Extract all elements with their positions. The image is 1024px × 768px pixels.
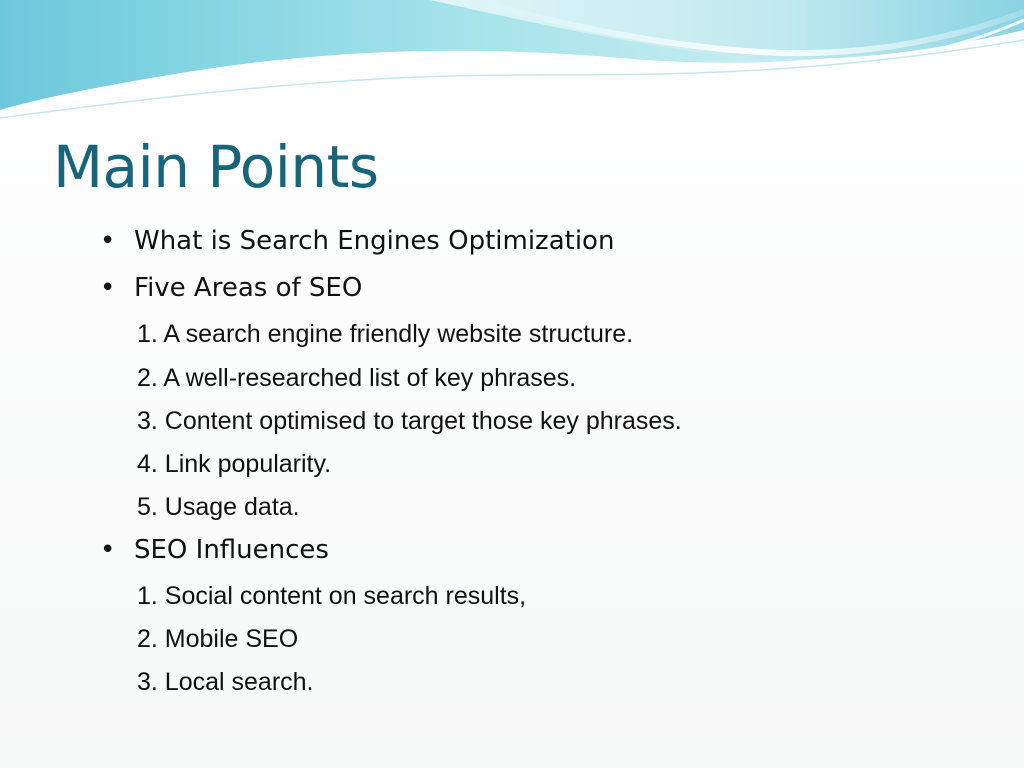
bullet-marker: • <box>100 273 116 303</box>
five-areas-item: 1. A search engine friendly website structure. <box>137 320 634 348</box>
five-areas-item: 2. A well-researched list of key phrases. <box>137 364 577 392</box>
bullet-item <box>100 224 614 258</box>
bullet-marker: • <box>100 535 116 565</box>
influences-item: 3. Local search. <box>137 668 314 696</box>
five-areas-item: 4. Link popularity. <box>137 450 332 478</box>
influences-item: 1. Social content on search results, <box>137 582 527 610</box>
slide-title: Main Points <box>53 133 379 201</box>
bullet-item <box>100 271 362 305</box>
bullet-text: Five Areas of SEO <box>134 273 363 303</box>
bullet-marker: • <box>100 226 116 256</box>
bullet-item <box>100 533 329 567</box>
five-areas-item: 3. Content optimised to target those key phrases. <box>137 407 682 435</box>
five-areas-item: 5. Usage data. <box>137 493 300 521</box>
bullet-text: What is Search Engines Optimization <box>134 226 615 256</box>
influences-item: 2. Mobile SEO <box>137 625 299 653</box>
bullet-text: SEO Influences <box>134 535 329 565</box>
